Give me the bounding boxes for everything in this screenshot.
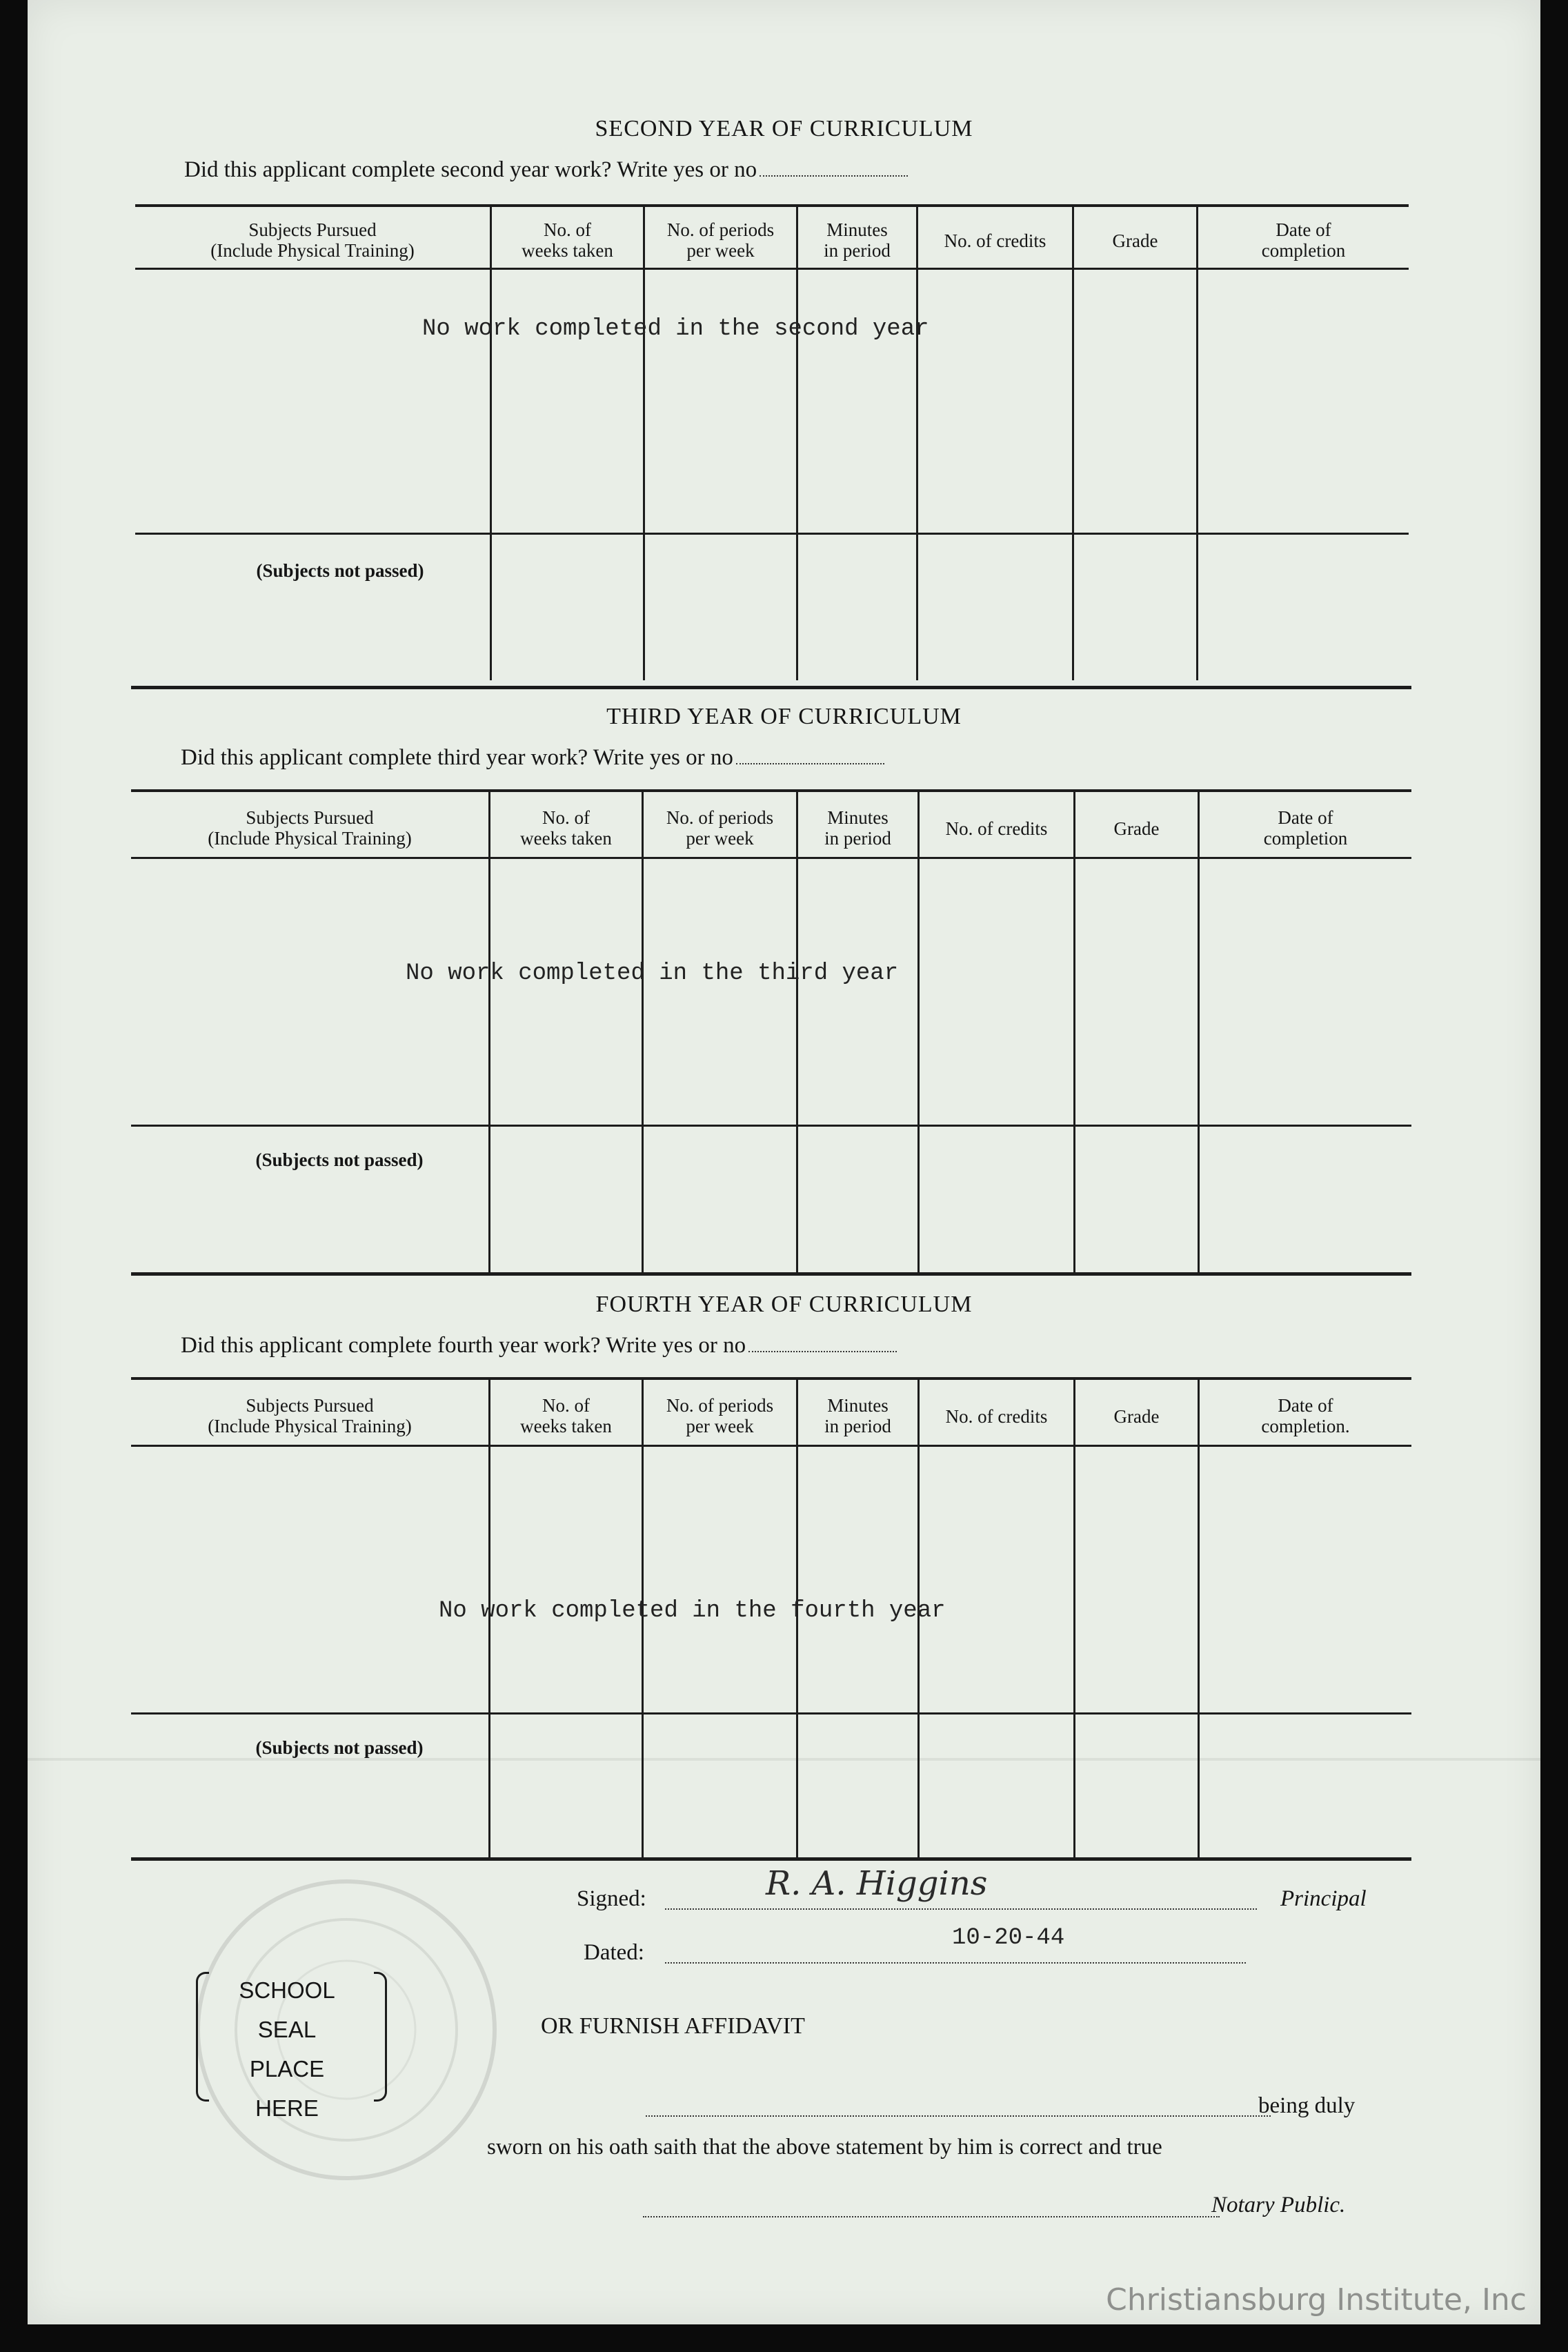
fourth-year-table	[131, 1377, 1411, 1860]
section-title: THIRD YEAR OF CURRICULUM	[606, 704, 962, 729]
no-work-note: No work completed in the fourth year	[439, 1598, 946, 1624]
subjects-not-passed-label: (Subjects not passed)	[255, 1737, 424, 1758]
yes-no-field[interactable]	[736, 748, 884, 764]
no-work-note: No work completed in the second year	[422, 316, 929, 342]
principal-signature: R. A. Higgins	[766, 1864, 988, 1903]
seal-right-brace	[374, 1972, 387, 2102]
notary-label: Notary Public.	[1211, 2193, 1346, 2217]
notary-line[interactable]	[643, 2216, 1220, 2217]
date-value: 10-20-44	[952, 1925, 1065, 1951]
being-duly-label: being duly	[1258, 2093, 1356, 2118]
header-subjects: Subjects Pursued (Include Physical Training)	[208, 1395, 412, 1436]
question-text: Did this applicant complete second year work? Write yes or no	[184, 157, 757, 182]
signature-line[interactable]	[665, 1908, 1257, 1910]
header-grade: Grade	[1112, 230, 1158, 251]
header-weeks: No. of weeks taken	[520, 807, 612, 849]
header-periods: No. of periods per week	[666, 807, 774, 849]
school-seal-placeholder: SCHOOL SEAL PLACE HERE	[239, 1977, 335, 2121]
question-text: Did this applicant complete fourth year work? Write yes or no	[181, 1333, 746, 1358]
section-title: FOURTH YEAR OF CURRICULUM	[595, 1292, 973, 1317]
affiant-name-line[interactable]	[646, 2115, 1271, 2117]
header-weeks: No. of weeks taken	[520, 1395, 612, 1436]
completion-question	[184, 157, 908, 183]
subjects-not-passed-label: (Subjects not passed)	[255, 1149, 424, 1170]
no-work-note: No work completed in the third year	[406, 960, 899, 987]
second-year-table	[135, 204, 1409, 680]
header-date: Date of completion	[1261, 219, 1346, 261]
header-credits: No. of credits	[945, 1406, 1048, 1427]
affidavit-label: OR FURNISH AFFIDAVIT	[541, 2013, 805, 2039]
header-minutes: Minutes in period	[824, 807, 891, 849]
document-page	[28, 0, 1540, 2324]
signed-label: Signed:	[577, 1886, 646, 1911]
sworn-statement: sworn on his oath saith that the above statement by him is correct and true	[487, 2135, 1162, 2160]
archive-watermark: Christiansburg Institute, Inc	[1106, 2282, 1527, 2318]
footer-divider	[131, 1857, 1411, 1861]
header-minutes: Minutes in period	[824, 219, 891, 261]
yes-no-field[interactable]	[760, 160, 908, 177]
section-title: SECOND YEAR OF CURRICULUM	[595, 116, 973, 141]
question-text: Did this applicant complete third year work? Write yes or no	[181, 745, 733, 770]
header-periods: No. of periods per week	[666, 1395, 774, 1436]
header-periods: No. of periods per week	[666, 219, 775, 261]
completion-question	[181, 1333, 897, 1358]
header-weeks: No. of weeks taken	[522, 219, 613, 261]
header-subjects: Subjects Pursued (Include Physical Training)	[210, 219, 415, 261]
header-date: Date of completion	[1263, 807, 1348, 849]
header-subjects: Subjects Pursued (Include Physical Training)	[208, 807, 412, 849]
dated-label: Dated:	[584, 1940, 644, 1965]
yes-no-field[interactable]	[748, 1336, 897, 1352]
header-grade: Grade	[1113, 1406, 1160, 1427]
header-grade: Grade	[1113, 818, 1160, 839]
subjects-not-passed-label: (Subjects not passed)	[256, 560, 424, 581]
header-date: Date of completion.	[1261, 1395, 1350, 1436]
third-year-table	[131, 789, 1411, 1272]
seal-left-brace	[196, 1972, 209, 2102]
principal-label: Principal	[1280, 1886, 1367, 1911]
header-minutes: Minutes in period	[824, 1395, 891, 1436]
header-credits: No. of credits	[944, 230, 1046, 251]
header-credits: No. of credits	[945, 818, 1048, 839]
date-line[interactable]	[665, 1962, 1246, 1964]
completion-question	[181, 745, 884, 771]
